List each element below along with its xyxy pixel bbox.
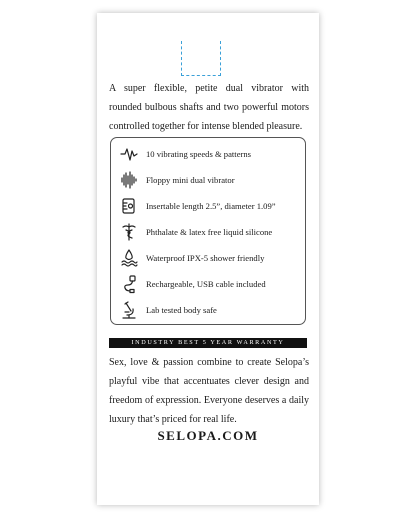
features-box [110,137,306,325]
feature-label: Waterproof IPX-5 shower friendly [146,253,265,263]
product-card [97,13,319,505]
waterdrop-icon [119,248,139,268]
ruler-icon [119,196,139,216]
caduceus-icon [119,222,139,242]
feature-item [119,170,235,190]
feature-label: 10 vibrating speeds & patterns [146,149,252,159]
microscope-icon [119,300,139,320]
soundwave-icon [119,170,139,190]
feature-item [119,274,266,294]
feature-item [119,144,251,164]
feature-label: Rechargeable, USB cable included [146,279,266,289]
feature-label: Floppy mini dual vibrator [146,175,235,185]
brand-url: SELOPA.COM [157,428,259,443]
dashed-cutout-outline [181,41,221,76]
intro-description: A super flexible, petite dual vibrator with rounded bulbous shafts and two powerful motors controlled together for intense blended pleasure. [109,83,309,132]
feature-item [119,300,217,320]
feature-item [119,248,264,268]
brand-description: Sex, love & passion combine to create Selopa’s playful vibe that accentuates clever design and freedom of expression. Everyone deserves a daily luxury that’s priced for real life. [109,357,309,425]
feature-item [119,196,276,216]
usb-cable-icon [119,274,139,294]
feature-label: Insertable length 2.5”, diameter 1.09” [146,201,276,211]
warranty-banner: INDUSTRY BEST 5 YEAR WARRANTY [109,338,307,348]
wave-icon [119,144,139,164]
feature-item [119,222,272,242]
feature-label: Phthalate & latex free liquid silicone [146,227,273,237]
feature-label: Lab tested body safe [146,305,217,315]
